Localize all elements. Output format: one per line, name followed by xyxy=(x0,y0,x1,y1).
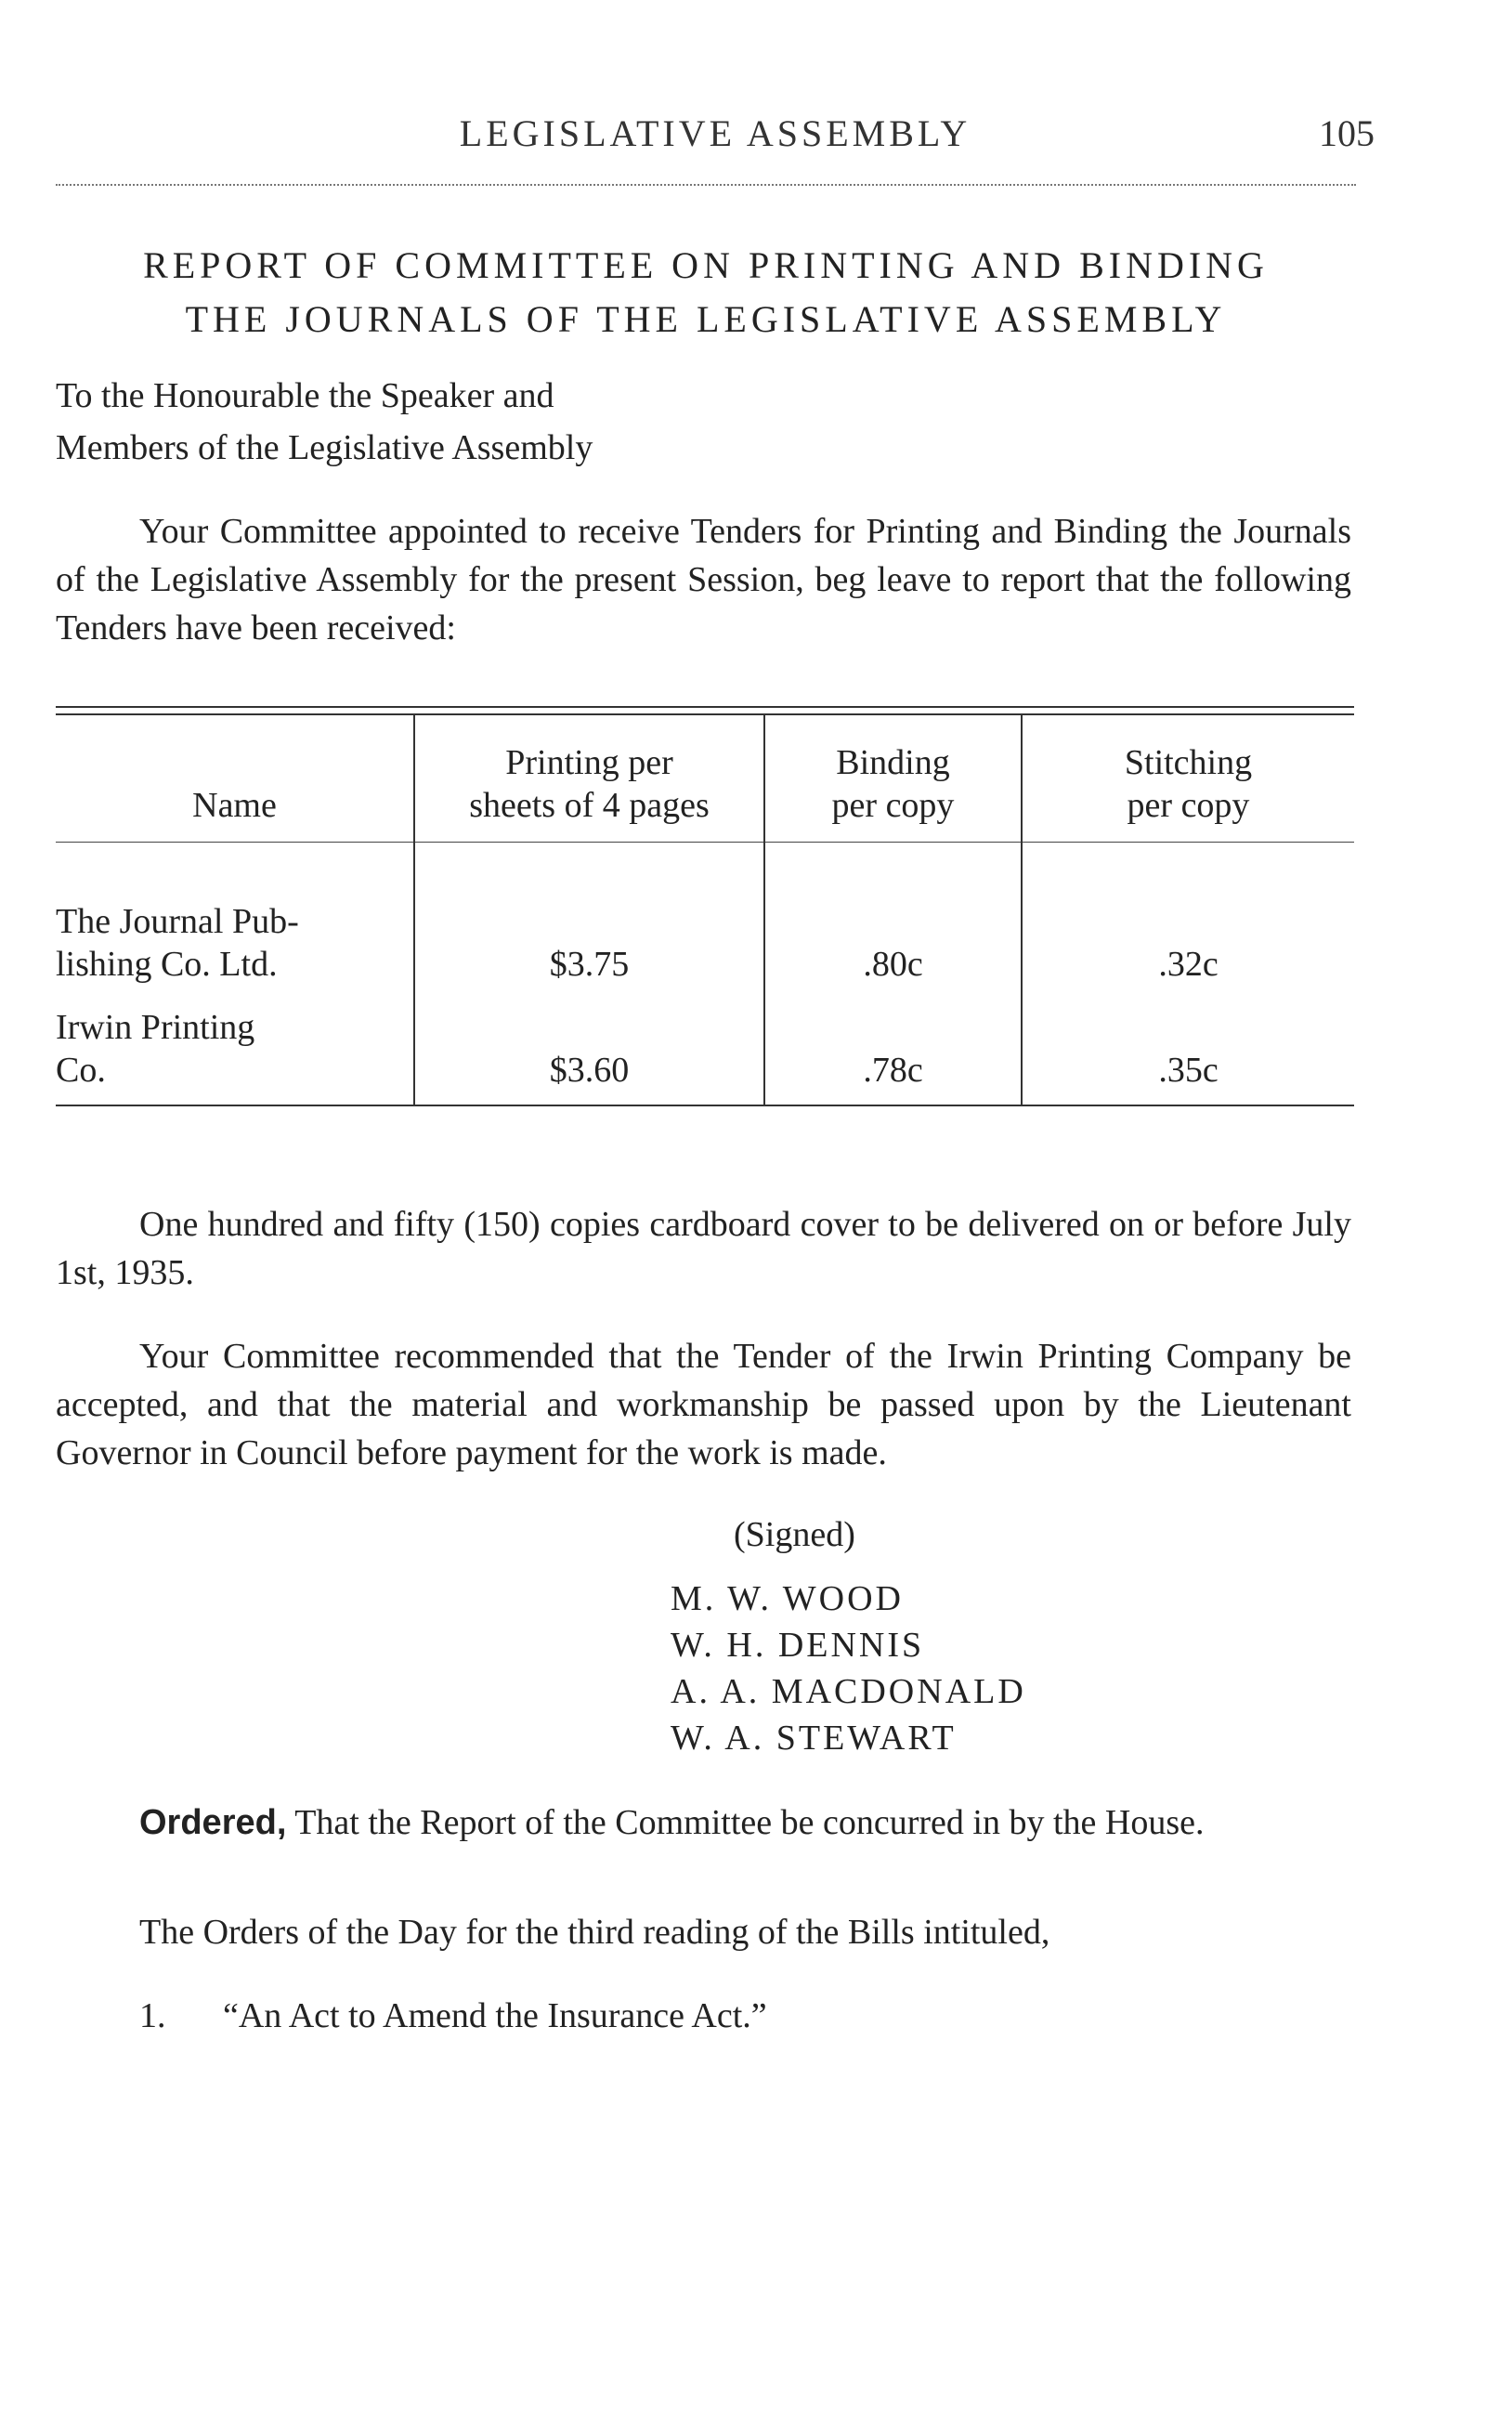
recommend-paragraph-text: Your Committee recommended that the Tender of the Irwin Printing Company be accepted, and that the material and workmanship be passed upon by the Lieutenant Governor in Council before payment for the work is made. xyxy=(56,1337,1351,1472)
intro-paragraph-text: Your Committee appointed to receive Tenders for Printing and Binding the Journals of the Legislative Assembly for the present Session, beg leave to report that the following Tenders have been received: xyxy=(56,512,1351,647)
page-number: 105 xyxy=(1319,112,1375,154)
row-1-stitching: .32c xyxy=(1022,843,1354,987)
header-name-text: Name xyxy=(192,786,277,825)
row-2-printing: $3.60 xyxy=(414,986,764,1105)
report-title-line-1: REPORT OF COMMITTEE ON PRINTING AND BINDING xyxy=(143,244,1269,286)
row-2-name-line-1: Irwin Printing xyxy=(56,1008,255,1047)
ordered-lead: Ordered, xyxy=(139,1803,287,1842)
row-2-binding: .78c xyxy=(764,986,1022,1105)
ordered-text: That the Report of the Committee be concurred in by the House. xyxy=(294,1803,1205,1842)
running-head xyxy=(56,111,1375,158)
copies-paragraph xyxy=(56,1200,1351,1297)
table-top-rule xyxy=(56,706,1354,708)
row-1-name-line-1: The Journal Pub- xyxy=(56,902,299,941)
intro-paragraph xyxy=(56,507,1351,652)
address-line-2: Members of the Legislative Assembly xyxy=(56,428,593,467)
table-row xyxy=(56,986,1354,1105)
running-title: LEGISLATIVE ASSEMBLY xyxy=(459,112,971,154)
report-title-line-2: THE JOURNALS OF THE LEGISLATIVE ASSEMBLY xyxy=(185,298,1227,340)
list-item xyxy=(139,1995,767,2036)
header-printing-line-2: sheets of 4 pages xyxy=(469,786,710,825)
recommend-paragraph xyxy=(56,1332,1351,1477)
row-2-name xyxy=(56,986,414,1105)
row-2-stitching: .35c xyxy=(1022,986,1354,1105)
orders-of-day-paragraph xyxy=(56,1908,1351,1956)
orders-of-day-text: The Orders of the Day for the third reading of the Bills intituled, xyxy=(139,1913,1050,1952)
copies-paragraph-text: One hundred and fifty (150) copies cardboard cover to be delivered on or before July 1st, 1935. xyxy=(56,1205,1351,1292)
signer: W. A. STEWART xyxy=(671,1719,957,1758)
bill-number: 1. xyxy=(139,1996,166,2035)
tenders-table-block xyxy=(56,706,1354,1106)
tenders-table xyxy=(56,715,1354,1105)
signer: M. W. WOOD xyxy=(671,1579,904,1618)
row-2-name-line-2: Co. xyxy=(56,1051,106,1090)
header-binding xyxy=(764,715,1022,843)
signed-label: (Signed) xyxy=(734,1515,855,1554)
header-name xyxy=(56,715,414,843)
header-rule xyxy=(56,184,1356,186)
table-header-row xyxy=(56,715,1354,843)
header-printing xyxy=(414,715,764,843)
header-stitching-line-2: per copy xyxy=(1127,786,1250,825)
table-row xyxy=(56,843,1354,987)
header-binding-line-1: Binding xyxy=(836,743,950,782)
signers-list xyxy=(671,1576,1026,1761)
row-1-binding: .80c xyxy=(764,843,1022,987)
ordered-paragraph-text xyxy=(56,1798,1351,1847)
ordered-paragraph xyxy=(56,1798,1351,1847)
bill-title: “An Act to Amend the Insurance Act.” xyxy=(223,1996,767,2035)
header-printing-line-1: Printing per xyxy=(505,743,673,782)
signer: A. A. MACDONALD xyxy=(671,1672,1026,1711)
row-1-name-line-2: lishing Co. Ltd. xyxy=(56,945,278,984)
header-stitching-line-1: Stitching xyxy=(1124,743,1253,782)
signer: W. H. DENNIS xyxy=(671,1626,925,1665)
header-stitching xyxy=(1022,715,1354,843)
table-bottom-rule xyxy=(56,1105,1354,1106)
header-binding-line-2: per copy xyxy=(831,786,955,825)
address-line-1: To the Honourable the Speaker and xyxy=(56,376,554,415)
row-1-name xyxy=(56,843,414,987)
row-1-printing: $3.75 xyxy=(414,843,764,987)
